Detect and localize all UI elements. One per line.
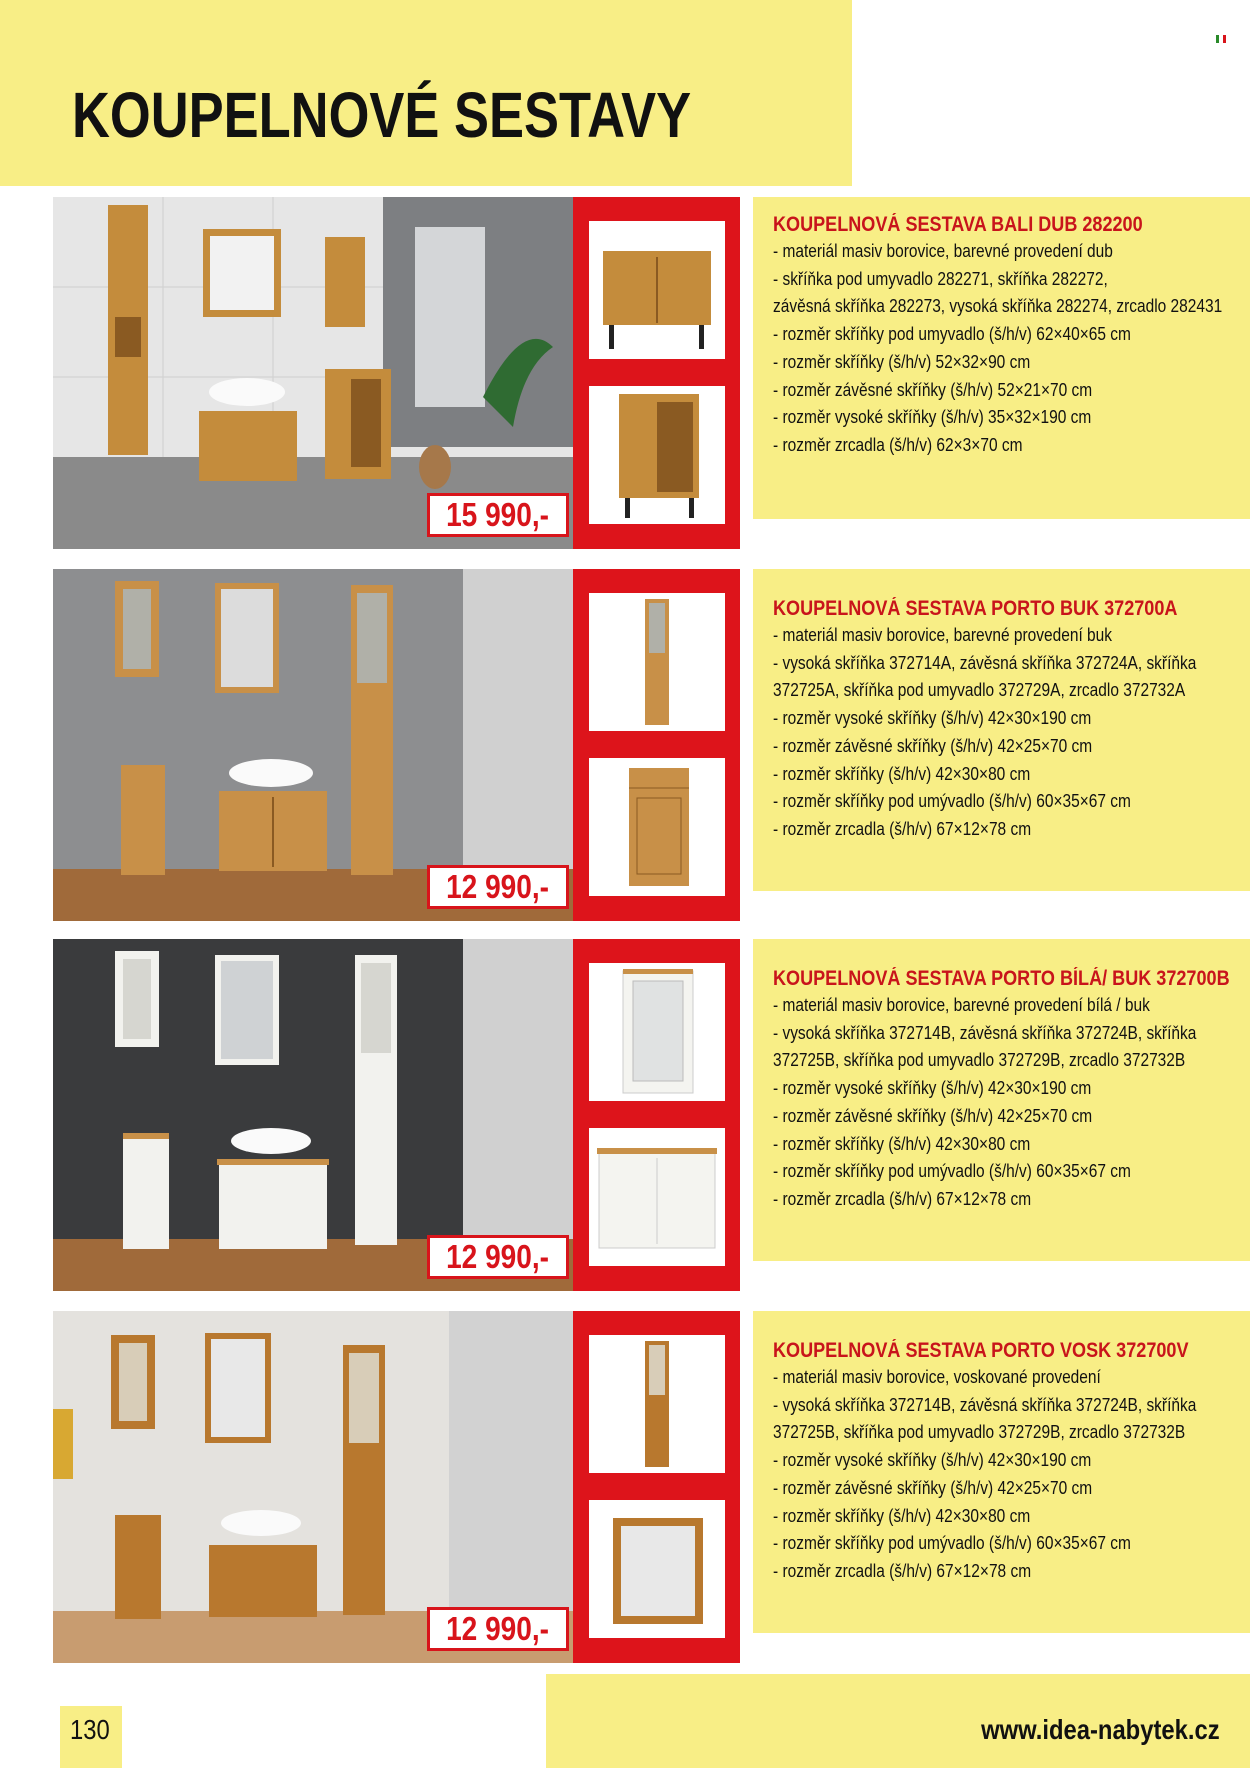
product-info xyxy=(753,569,1250,891)
page-title: KOUPELNOVÉ SESTAVY xyxy=(72,79,692,151)
product-thumbnail[interactable] xyxy=(589,758,725,896)
product-thumbnail[interactable] xyxy=(589,963,725,1101)
flag-icon xyxy=(1216,35,1226,43)
spec-line: - rozměr zrcadla (š/h/v) 67×12×78 cm xyxy=(773,818,1032,839)
spec-line: - materiál masiv borovice, barevné provedení dub xyxy=(773,241,1113,261)
spec-line: - rozměr skříňky pod umývadlo (š/h/v) 60×35×67 cm xyxy=(773,1533,1131,1554)
spec-list xyxy=(773,238,1250,460)
product-photo xyxy=(53,569,573,921)
spec-list xyxy=(773,1364,1250,1586)
price-tag: 12 990,- xyxy=(427,865,569,909)
spec-list xyxy=(773,992,1250,1214)
cabinet-image xyxy=(589,758,725,896)
spec-line: - rozměr skříňky (š/h/v) 42×30×80 cm xyxy=(773,1133,1031,1154)
spec-line: - vysoká skříňka 372714B, závěsná skříňka 372724B, skříňka xyxy=(773,1394,1197,1415)
spec-line: - rozměr skříňky pod umývadlo (š/h/v) 60×35×67 cm xyxy=(773,1161,1131,1182)
spec-line: - rozměr závěsné skříňky (š/h/v) 42×25×70 cm xyxy=(773,1105,1093,1126)
product-info xyxy=(753,197,1250,519)
product-photo xyxy=(53,1311,573,1663)
product-info xyxy=(753,939,1250,1261)
wall-cabinet-image xyxy=(589,963,725,1101)
spec-line: - rozměr skříňky pod umývadlo (š/h/v) 60×35×67 cm xyxy=(773,791,1131,812)
spec-line: - rozměr závěsné skříňky (š/h/v) 42×25×70 cm xyxy=(773,735,1093,756)
thumbnail-panel xyxy=(573,939,740,1291)
spec-line: 372725B, skříňka pod umyvadlo 372729B, zrcadlo 372732B xyxy=(773,1422,1186,1443)
product-thumbnail[interactable] xyxy=(589,221,725,359)
product-thumbnail[interactable] xyxy=(589,386,725,524)
tall-cabinet-image xyxy=(589,593,725,731)
product-info xyxy=(753,1311,1250,1633)
thumbnail-panel xyxy=(573,1311,740,1663)
spec-line: - rozměr závěsné skříňky (š/h/v) 52×21×70 cm xyxy=(773,379,1093,400)
spec-line: - rozměr vysoké skříňky (š/h/v) 35×32×190 cm xyxy=(773,407,1092,428)
spec-line: - rozměr zrcadla (š/h/v) 67×12×78 cm xyxy=(773,1560,1032,1581)
product-name: KOUPELNOVÁ SESTAVA PORTO VOSK 372700V xyxy=(773,1339,1189,1362)
spec-line: - skříňka pod umyvadlo 282271, skříňka 282272, xyxy=(773,268,1108,289)
product-thumbnail[interactable] xyxy=(589,593,725,731)
spec-line: - materiál masiv borovice, voskované provedení xyxy=(773,1367,1101,1387)
spec-line: - rozměr skříňky (š/h/v) 52×32×90 cm xyxy=(773,351,1031,372)
cabinet-image xyxy=(589,386,725,524)
price-tag: 12 990,- xyxy=(427,1607,569,1651)
spec-line: - rozměr skříňky (š/h/v) 42×30×80 cm xyxy=(773,1505,1031,1526)
spec-line: - rozměr skříňky (š/h/v) 42×30×80 cm xyxy=(773,763,1031,784)
spec-line: - rozměr skříňky pod umyvadlo (š/h/v) 62×40×65 cm xyxy=(773,324,1131,345)
product-name: KOUPELNOVÁ SESTAVA PORTO BÍLÁ/ BUK 372700B xyxy=(773,967,1230,990)
spec-line: - rozměr zrcadla (š/h/v) 62×3×70 cm xyxy=(773,434,1023,455)
product-photo xyxy=(53,939,573,1291)
vanity-cabinet-image xyxy=(589,1128,725,1266)
thumbnail-panel xyxy=(573,569,740,921)
spec-line: závěsná skříňka 282273, vysoká skříňka 282274, zrcadlo 282431 xyxy=(773,296,1223,317)
product-name: KOUPELNOVÁ SESTAVA BALI DUB 282200 xyxy=(773,213,1143,236)
spec-line: - rozměr vysoké skříňky (š/h/v) 42×30×190 cm xyxy=(773,708,1092,729)
product-name: KOUPELNOVÁ SESTAVA PORTO BUK 372700A xyxy=(773,597,1178,620)
spec-line: - rozměr zrcadla (š/h/v) 67×12×78 cm xyxy=(773,1188,1032,1209)
spec-list xyxy=(773,622,1250,844)
website-link[interactable]: www.idea-nabytek.cz xyxy=(981,1714,1220,1745)
spec-line: - rozměr vysoké skříňky (š/h/v) 42×30×190 cm xyxy=(773,1450,1092,1471)
price-tag: 15 990,- xyxy=(427,493,569,537)
page-number: 130 xyxy=(70,1714,110,1745)
product-block-porto-buk xyxy=(53,569,1250,921)
product-thumbnail[interactable] xyxy=(589,1128,725,1266)
mirror-image xyxy=(589,1500,725,1638)
product-block-porto-vosk xyxy=(53,1311,1250,1663)
thumbnail-panel xyxy=(573,197,740,549)
vanity-cabinet-image xyxy=(589,221,725,359)
product-photo xyxy=(53,197,573,549)
spec-line: - materiál masiv borovice, barevné provedení buk xyxy=(773,625,1113,645)
price-tag: 12 990,- xyxy=(427,1235,569,1279)
spec-line: - rozměr vysoké skříňky (š/h/v) 42×30×190 cm xyxy=(773,1078,1092,1099)
spec-line: - rozměr závěsné skříňky (š/h/v) 42×25×70 cm xyxy=(773,1477,1093,1498)
spec-line: 372725B, skříňka pod umyvadlo 372729B, zrcadlo 372732B xyxy=(773,1050,1186,1071)
spec-line: - materiál masiv borovice, barevné provedení bílá / buk xyxy=(773,995,1150,1015)
spec-line: - vysoká skříňka 372714A, závěsná skříňka 372724A, skříňka xyxy=(773,652,1197,673)
product-thumbnail[interactable] xyxy=(589,1335,725,1473)
product-block-porto-bila xyxy=(53,939,1250,1291)
spec-line: - vysoká skříňka 372714B, závěsná skříňka 372724B, skříňka xyxy=(773,1022,1197,1043)
spec-line: 372725A, skříňka pod umyvadlo 372729A, zrcadlo 372732A xyxy=(773,680,1186,701)
product-block-bali xyxy=(53,197,1250,549)
tall-cabinet-image xyxy=(589,1335,725,1473)
product-thumbnail[interactable] xyxy=(589,1500,725,1638)
